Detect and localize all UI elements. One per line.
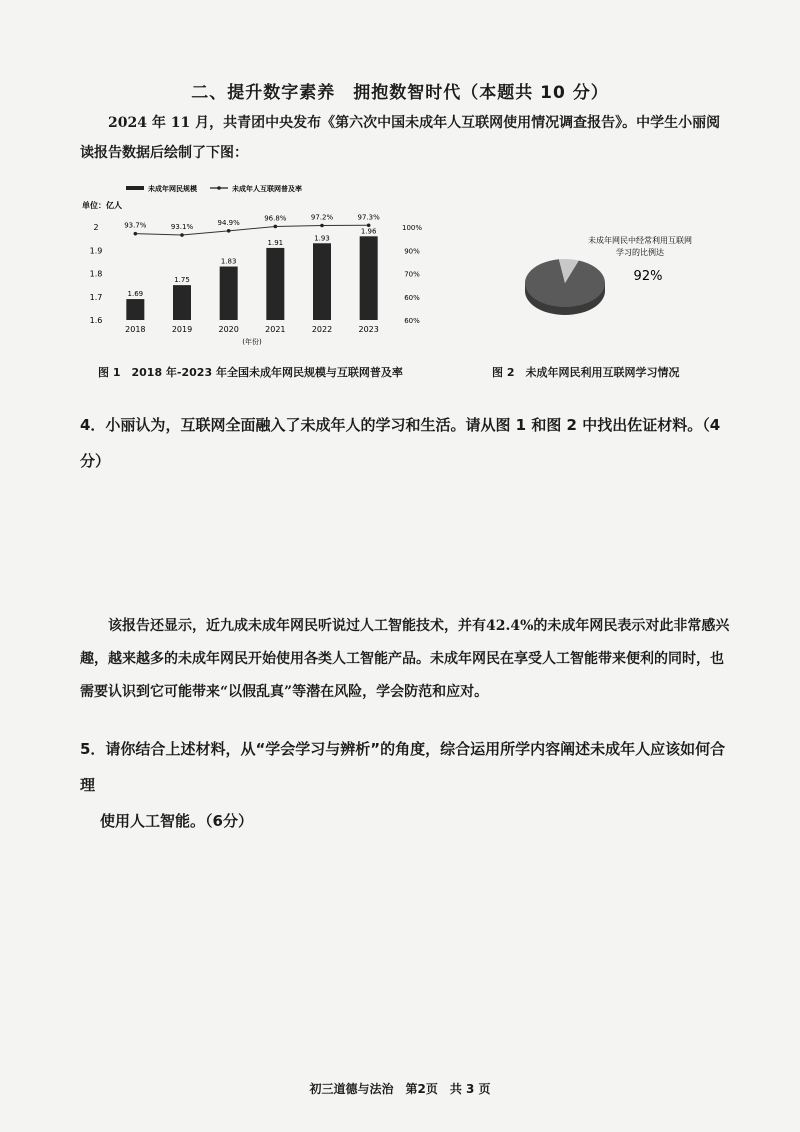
bar bbox=[266, 248, 284, 320]
bar bbox=[360, 236, 378, 320]
bar-value-label: 1.75 bbox=[174, 276, 190, 285]
bar-value-label: 1.69 bbox=[127, 290, 144, 299]
figure-1-chart bbox=[82, 180, 442, 350]
legend-bar-label: 未成年网民规模 bbox=[148, 185, 197, 193]
question-5 bbox=[80, 731, 740, 839]
y-right-tick-label: 70% bbox=[404, 270, 420, 279]
intro-paragraph: 2024 年 11 月，共青团中央发布《第六次中国未成年人互联网使用情况调查报告》。中学生小丽阅读报告数据后绘制了下图： bbox=[80, 115, 721, 161]
bar-value-label: 1.91 bbox=[267, 238, 284, 247]
x-tick-label: 2018 bbox=[125, 325, 146, 334]
question-5-line1: 5．请你结合上述材料，从“学会学习与辨析”的角度，综合运用所学内容阐述未成年人应该如何合理 bbox=[80, 740, 726, 794]
unit-label: 单位：亿人 bbox=[82, 201, 122, 210]
figure-1-caption: 图 1 2018 年-2023 年全国未成年网民规模与互联网普及率 bbox=[98, 366, 403, 379]
legend-line-label: 未成年人互联网普及率 bbox=[232, 185, 302, 193]
bar-value-label: 1.96 bbox=[360, 227, 377, 236]
bar-value-label: 1.83 bbox=[220, 257, 237, 266]
y-left-tick-label: 1.8 bbox=[89, 269, 103, 279]
bar-value-label: 1.93 bbox=[314, 234, 330, 243]
material-paragraph: 该报告还显示，近九成未成年网民听说过人工智能技术，并有42.4%的未成年网民表示对此非常感兴趣，越来越多的未成年网民开始使用各类人工智能产品。未成年网民在享受人工智能带来便利的同时，也需要认识到它可能带来“以假乱真”等潜在风险，学会防范和应对。 bbox=[80, 618, 730, 700]
legend-line-marker bbox=[217, 186, 221, 190]
bar bbox=[126, 299, 144, 320]
x-tick-label: 2021 bbox=[265, 325, 286, 334]
section-title: 二、提升数字素养 拥抱数智时代（本题共 10 分） bbox=[191, 83, 609, 103]
line-value-label: 93.7% bbox=[124, 221, 147, 230]
y-right-tick-label: 60% bbox=[404, 293, 420, 302]
pie-title-line1: 未成年网民中经常利用互联网 bbox=[588, 236, 692, 245]
pie-area bbox=[525, 259, 605, 315]
figure-2-caption: 图 2 未成年网民利用互联网学习情况 bbox=[492, 366, 680, 379]
y-left-tick-label: 1.9 bbox=[89, 246, 103, 256]
line-point bbox=[134, 232, 138, 236]
bar bbox=[173, 285, 191, 320]
plot-area bbox=[90, 213, 423, 346]
y-right-tick-label: 100% bbox=[401, 224, 423, 232]
line-point bbox=[274, 225, 278, 229]
y-left-tick-label: 2 bbox=[93, 223, 99, 232]
y-right-tick-label: 90% bbox=[404, 247, 420, 256]
line-value-label: 96.8% bbox=[264, 214, 287, 223]
page-footer: 初三道德与法治 第2页 共 3 页 bbox=[309, 1082, 491, 1096]
bar bbox=[220, 267, 238, 320]
y-left-tick-label: 1.6 bbox=[89, 316, 103, 325]
line-point bbox=[227, 229, 231, 233]
x-axis-label: (年份) bbox=[242, 338, 262, 346]
figure-2-pie bbox=[520, 225, 720, 345]
y-right-tick-label: 60% bbox=[404, 317, 420, 325]
bar bbox=[313, 243, 331, 320]
line-value-label: 94.9% bbox=[217, 218, 240, 227]
x-tick-label: 2022 bbox=[311, 325, 333, 334]
chart-legend bbox=[126, 184, 302, 193]
line-value-label: 97.2% bbox=[310, 213, 334, 222]
line-point bbox=[180, 233, 184, 237]
line-value-label: 97.3% bbox=[357, 213, 380, 222]
line-point bbox=[367, 223, 371, 227]
x-tick-label: 2019 bbox=[171, 325, 193, 334]
legend-bar-swatch bbox=[126, 186, 144, 190]
x-tick-label: 2023 bbox=[358, 325, 379, 334]
question-4: 4．小丽认为，互联网全面融入了未成年人的学习和生活。请从图 1 和图 2 中找出佐证材料。（4分） bbox=[80, 416, 721, 470]
x-tick-label: 2020 bbox=[218, 325, 239, 334]
line-value-label: 93.1% bbox=[170, 223, 194, 232]
question-5-line2: 使用人工智能。（6分） bbox=[100, 812, 253, 830]
line-point bbox=[320, 224, 324, 228]
pie-value-label: 92% bbox=[633, 269, 663, 284]
y-left-tick-label: 1.7 bbox=[89, 292, 103, 302]
pie-title-line2: 学习的比例达 bbox=[616, 248, 664, 257]
